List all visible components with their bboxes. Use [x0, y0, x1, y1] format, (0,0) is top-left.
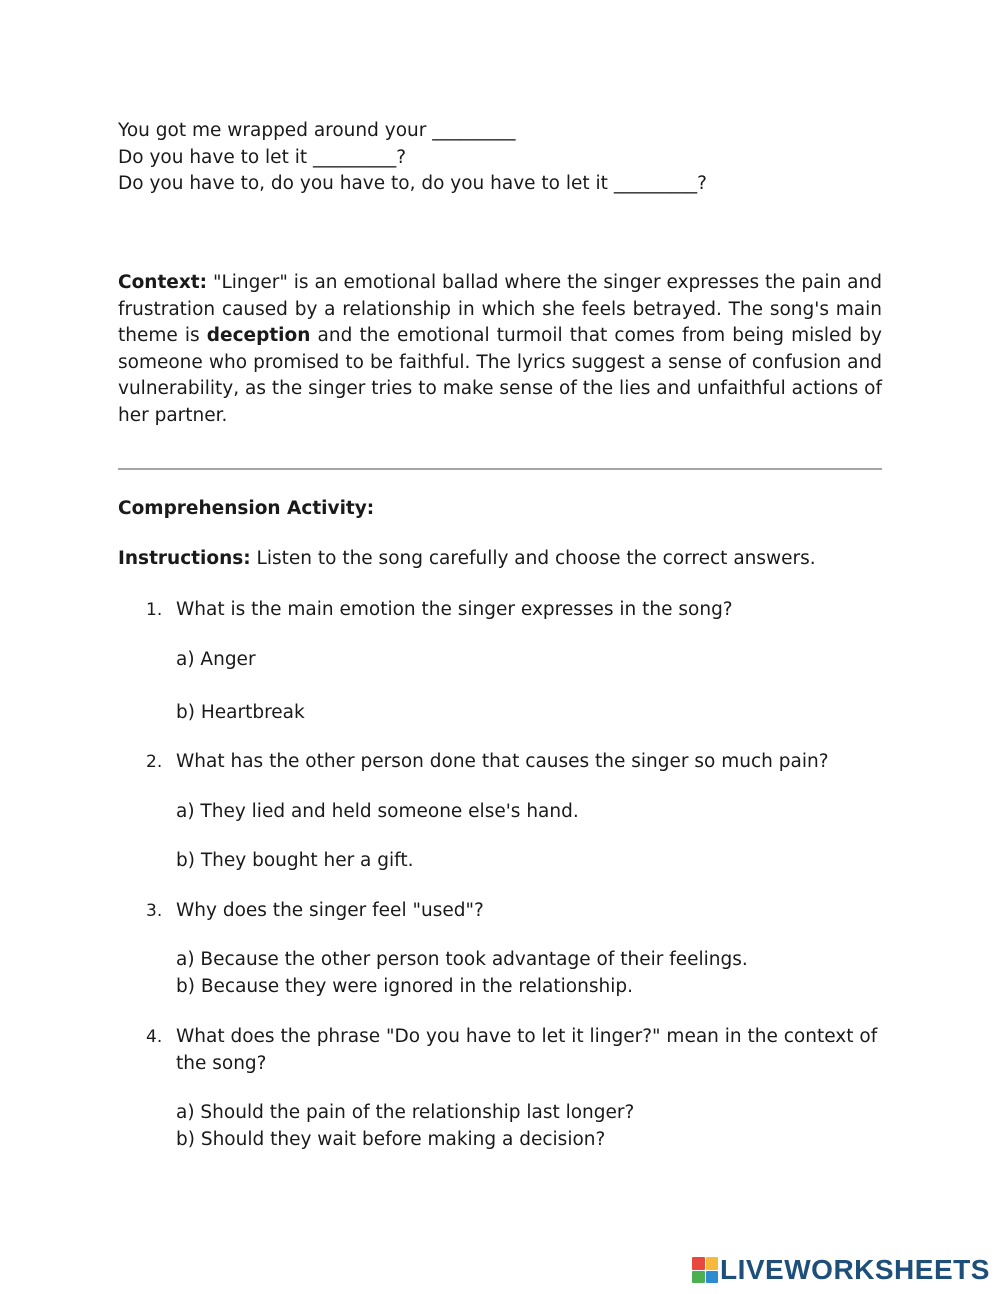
question-1-option-a[interactable]: a) Anger	[176, 649, 256, 670]
section-divider	[118, 468, 882, 470]
question-4-option-a[interactable]: a) Should the pain of the relationship last longer?	[176, 1102, 635, 1123]
logo-square	[706, 1271, 719, 1284]
question-3	[146, 898, 886, 925]
question-text: Why does the singer feel "used"?	[176, 900, 484, 921]
question-2	[146, 749, 886, 776]
logo-text: LIVEWORKSHEETS	[720, 1254, 990, 1285]
question-1	[146, 597, 886, 624]
context-label: Context:	[118, 272, 208, 293]
lyric-line: You got me wrapped around your _________	[118, 120, 516, 141]
question-2-option-a[interactable]: a) They lied and held someone else's hand.	[176, 801, 579, 822]
instructions-label: Instructions:	[118, 548, 251, 569]
question-text: What does the phrase "Do you have to let it linger?" mean in the context of the song?	[176, 1026, 878, 1074]
question-number: 1.	[146, 600, 163, 620]
instructions-text: Listen to the song carefully and choose the correct answers.	[250, 548, 816, 569]
context-text-after: and the emotional turmoil that comes from being misled by someone who promised to be faithful. The lyrics suggest a sense of confusion and vulnerability, as the singer tries to make sense of the lies and unfaithful actions of her partner.	[118, 325, 882, 426]
context-paragraph	[118, 270, 882, 430]
question-4	[146, 1024, 886, 1077]
question-2-option-b[interactable]: b) They bought her a gift.	[176, 850, 414, 871]
question-number: 3.	[146, 901, 163, 921]
context-emphasis: deception	[206, 325, 311, 347]
question-number: 2.	[146, 752, 163, 772]
lyrics-block	[118, 118, 707, 198]
lyric-line: Do you have to, do you have to, do you have to let it _________?	[118, 173, 707, 194]
logo-square	[692, 1257, 705, 1270]
question-1-option-b[interactable]: b) Heartbreak	[176, 702, 305, 723]
activity-heading: Comprehension Activity:	[118, 498, 375, 519]
logo-icon	[692, 1257, 718, 1283]
question-text: What has the other person done that causes the singer so much pain?	[176, 751, 829, 772]
logo-square	[706, 1257, 719, 1270]
liveworksheets-logo	[692, 1255, 990, 1285]
lyric-line: Do you have to let it _________?	[118, 146, 407, 168]
instructions	[118, 548, 816, 569]
question-4-option-b[interactable]: b) Should they wait before making a decision?	[176, 1129, 606, 1150]
context-text-before: "Linger" is an emotional ballad where the singer expresses the pain and frustration caused by a relationship in which she feels betrayed. The song's main theme is	[118, 272, 882, 347]
question-text: What is the main emotion the singer expresses in the song?	[176, 599, 733, 620]
question-3-option-b[interactable]: b) Because they were ignored in the relationship.	[176, 976, 633, 997]
question-number: 4.	[146, 1027, 163, 1047]
question-3-option-a[interactable]: a) Because the other person took advantage of their feelings.	[176, 949, 748, 970]
logo-square	[692, 1271, 705, 1284]
